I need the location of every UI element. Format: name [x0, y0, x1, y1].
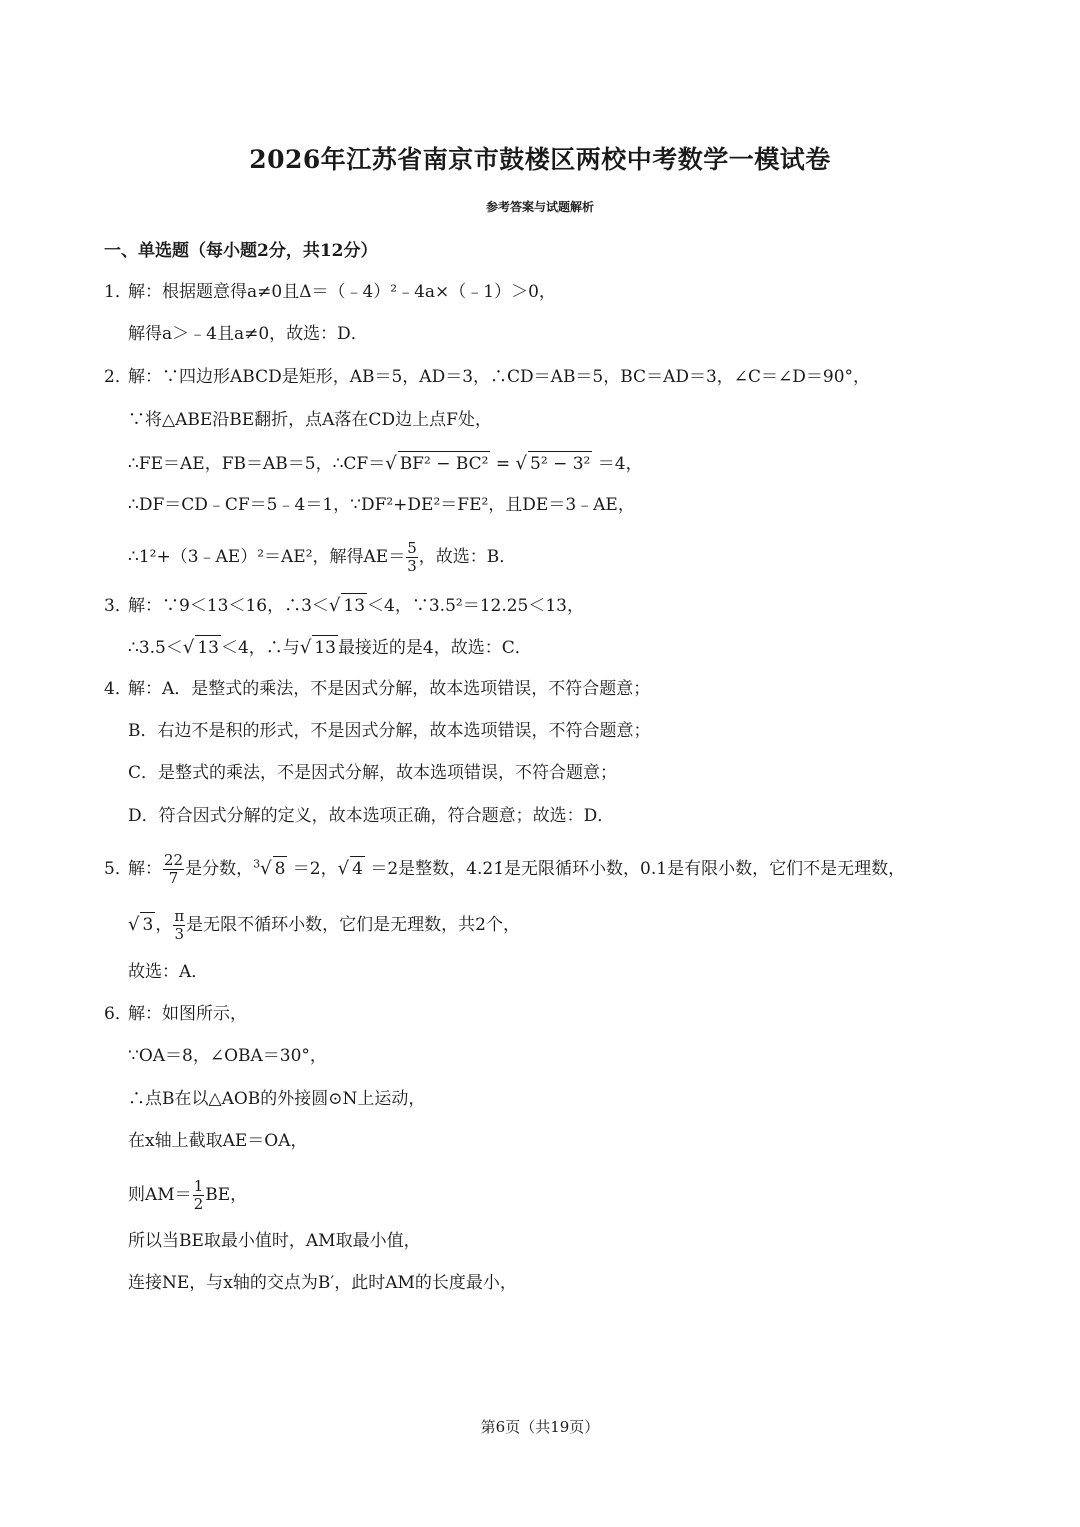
q6-line-2: ∵OA＝8，∠OBA＝30°，	[128, 1046, 327, 1066]
q5-line-1: 5．解： $\frac{22}{7}$ 是分数，$^3$√ 8 ＝2，√ 4 ＝2是整数，4.21̇是无限循环小数，0.1是有限小数，它们不是无理数，	[104, 851, 906, 887]
fraction-5-3: $\frac{5}{3}$	[407, 539, 417, 575]
q4-line-3: C．是整式的乘法，不是因式分解，故本选项错误，不符合题意；	[128, 763, 618, 783]
radical-bf-bc: BF² − BC²	[398, 451, 491, 476]
radical-5-3: 5² − 3²	[528, 451, 592, 476]
q1-line-2: 解得a＞﹣4且a≠0，故选：D．	[128, 324, 368, 344]
fraction-1-2: $\frac{1}{2}$	[193, 1177, 204, 1213]
page-subtitle: 参考答案与试题解析	[485, 200, 594, 214]
q2-line-4: ∴DF＝CD﹣CF＝5﹣4＝1，∵DF²+DE²＝FE²，且DE＝3﹣AE，	[128, 495, 635, 515]
q5-line-3: 故选：A．	[128, 962, 209, 982]
q2-line-1: 2．解：∵四边形ABCD是矩形，AB＝5，AD＝3，∴CD＝AB＝5，BC＝AD＝3，∠C＝∠D＝90°，	[104, 367, 871, 387]
q4-line-4: D．符合因式分解的定义，故本选项正确，符合题意；故选：D．	[128, 806, 615, 826]
q2-line-2: ∵将△ABE沿BE翻折，点A落在CD边上点F处，	[128, 410, 492, 430]
q3-line-1: 3．解：∵9＜13＜16，∴3＜√ 13 ＜4，∵3.5²＝12.25＜13，	[104, 595, 584, 616]
fraction-22-7: $\frac{22}{7}$	[164, 851, 184, 887]
q5-line-2: √ 3 ， $\frac{\pi}{3}$ 是无限不循环小数，它们是无理数，共2个，	[128, 907, 520, 943]
fraction-pi-3: $\frac{\pi}{3}$	[174, 907, 185, 943]
q2-line-5: ∴1²+（3﹣AE）²＝AE²，解得AE＝ $\frac{5}{3}$ ，故选：B．	[128, 539, 517, 575]
page-title: 2026年江苏省南京市鼓楼区两校中考数学一模试卷	[249, 145, 831, 174]
q6-line-3: ∴点B在以△AOB的外接圆⊙N上运动，	[128, 1089, 426, 1109]
q6-line-5: 则AM＝ $\frac{1}{2}$ BE，	[128, 1177, 248, 1213]
q3-line-2: ∴3.5＜√ 13 ＜4，∴与√ 13 最接近的是4，故选：C．	[128, 637, 532, 658]
q1-line-1: 1．解：根据题意得a≠0且Δ＝（﹣4）²﹣4a×（﹣1）＞0，	[104, 282, 556, 302]
q6-line-4: 在x轴上截取AE＝OA，	[128, 1131, 308, 1151]
q2-line-3: ∴FE＝AE，FB＝AB＝5，∴CF＝√ BF² − BC² = √ 5² − 3² ＝4，	[128, 453, 643, 474]
page-footer: 第6页（共19页）	[480, 1418, 600, 1436]
q6-line-6: 所以当BE取最小值时，AM取最小值，	[128, 1231, 421, 1251]
q6-line-7: 连接NE，与x轴的交点为B′，此时AM的长度最小，	[128, 1273, 517, 1293]
q6-line-1: 6．解：如图所示，	[104, 1004, 247, 1024]
section-heading: 一、单选题（每小题2分，共12分）	[104, 241, 378, 261]
q4-line-1: 4．解：A．是整式的乘法，不是因式分解，故本选项错误，不符合题意；	[104, 679, 651, 699]
q4-line-2: B．右边不是积的形式，不是因式分解，故本选项错误，不符合题意；	[128, 721, 651, 741]
